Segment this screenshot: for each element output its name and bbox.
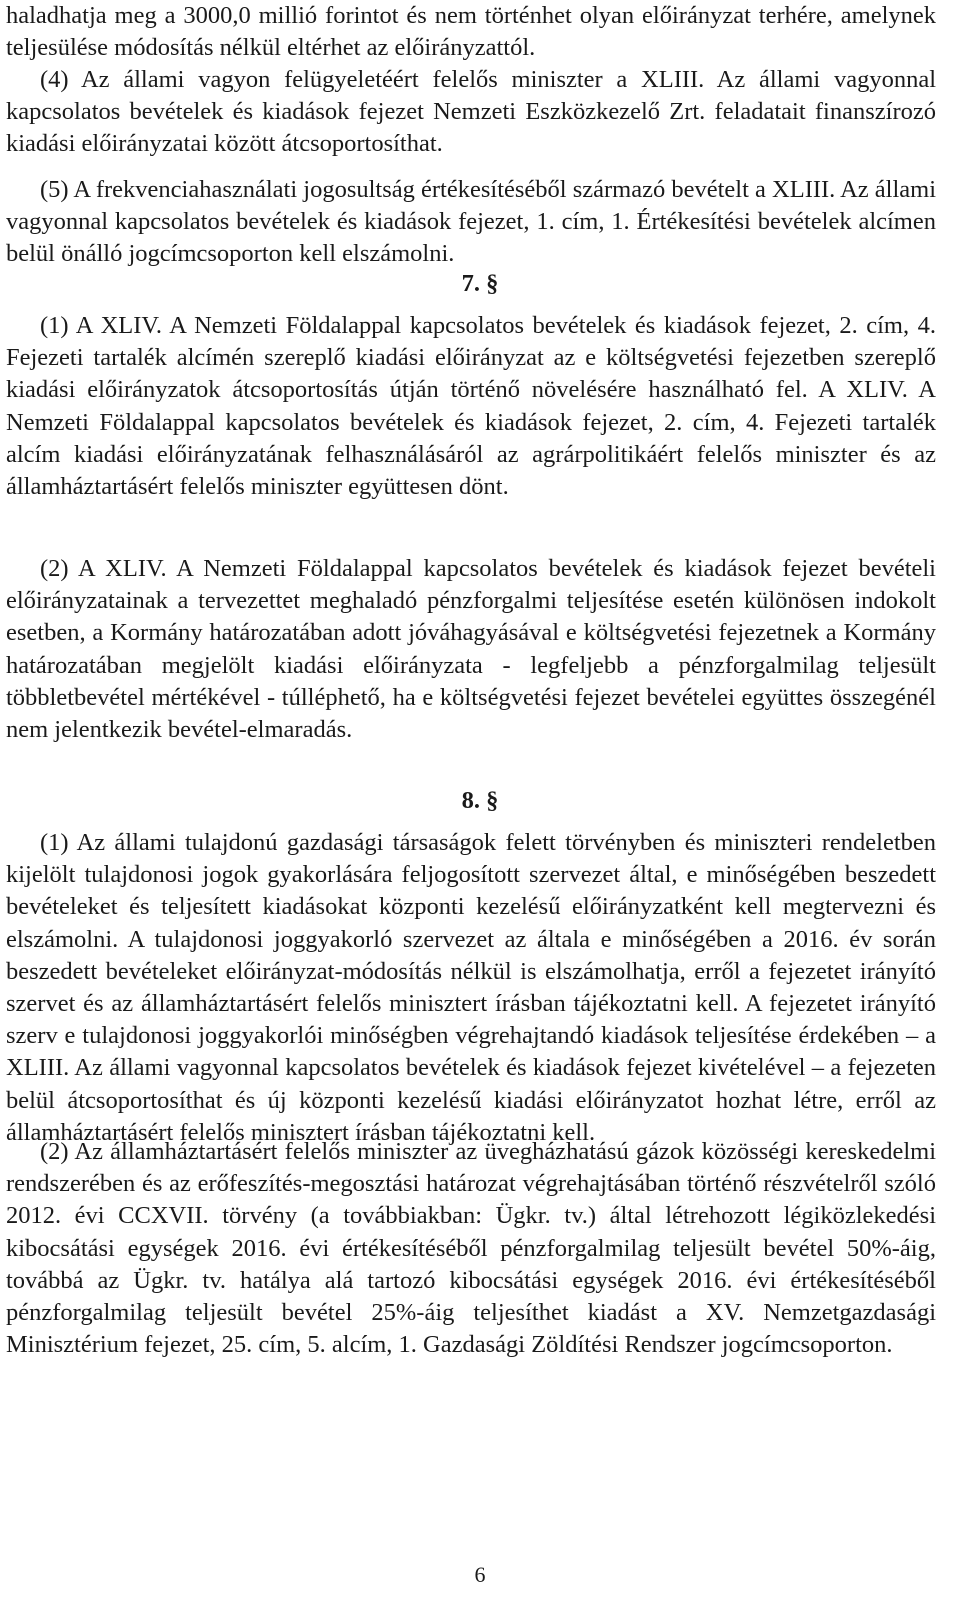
section-heading-8: 8. § <box>461 787 499 814</box>
paragraph-8-2: (2) Az államháztartásért felelős miniszter az üvegházhatású gázok közösségi kereskedelmi rendszerében és az erőfeszítés-megosztási határozat végrehajtásában történő részvételről szóló 2012. évi CCXVII. törvény (a továbbiakban: Ügkr. tv.) által létrehozott légiközlekedési kibocsátási egységek 2016. évi értékesítéséből pénzforgalmilag teljesült bevétel 50%-áig, továbbá az Ügkr. tv. hatálya alá tartozó kibocsátási egységek 2016. évi értékesítéséből pénzforgalmilag teljesült bevétel 25%-áig teljesíthet kiadást a XV. Nemzetgazdasági Minisztérium fejezet, 25. cím, 5. alcím, 1. Gazdasági Zöldítési Rendszer jogcímcsoporton. <box>6 1138 936 1359</box>
paragraph-6-5: (5) A frekvenciahasználati jogosultság értékesítéséből származó bevételt a XLIII. Az állami vagyonnal kapcsolatos bevételek és kiadások fejezet, 1. cím, 1. Értékesítési bevételek alcímen belül önálló jogcímcsoporton kell elszámolni. <box>6 176 936 268</box>
paragraph-6-4: (4) Az állami vagyon felügyeletéért felelős miniszter a XLIII. Az állami vagyonnal kapcsolatos bevételek és kiadások fejezet Nemzeti Eszközkezelő Zrt. feladatait finanszírozó kiadási előirányzatai között átcsoportosíthat. <box>6 66 936 158</box>
paragraph-8-1: (1) Az állami tulajdonú gazdasági társaságok felett törvényben és miniszteri rendeletben kijelölt tulajdonosi jogok gyakorlására feljogosított szervezet által, e minőségében beszedett bevételeket és teljesített kiadásokat központi kezelésű előirányzatként kell megtervezni és elszámolni. A tulajdonosi joggyakorló szervezet az általa e minőségében a 2016. év során beszedett bevételeket előirányzat-módosítás nélkül is elszámolhatja, erről a fejezetet irányító szervet és az államháztartásért felelős minisztert írásban tájékoztatni kell. A fejezetet irányító szerv e tulajdonosi joggyakorlói minőségben végrehajtandó kiadások teljesítése érdekében – a XLIII. Az állami vagyonnal kapcsolatos bevételek és kiadások fejezet kivételével – a fejezeten belül átcsoportosíthat és új központi kezelésű kiadási előirányzatot hozhat létre, erről az államháztartásért felelős minisztert írásban tájékoztatni kell. <box>6 829 936 1146</box>
section-heading-7: 7. § <box>461 270 499 297</box>
paragraph-7-2: (2) A XLIV. A Nemzeti Földalappal kapcsolatos bevételek és kiadások fejezet bevételi előirányzatainak a tervezettet meghaladó pénzforgalmi teljesítése esetén különösen indokolt esetben, a Kormány határozatában adott jóváhagyásával e költségvetési fejezetnek a Kormány határozatában megjelölt kiadási előirányzata - legfeljebb a pénzforgalmilag teljesült többletbevétel mértékével - túlléphető, ha e költségvetési fejezet bevételei együttes összegénél nem jelentkezik bevétel-elmaradás. <box>6 555 936 744</box>
paragraph-7-1: (1) A XLIV. A Nemzeti Földalappal kapcsolatos bevételek és kiadások fejezet, 2. cím, 4. Fejezeti tartalék alcímén szereplő kiadási előirányzat az e költségvetési fejezetben szereplő kiadási előirányzatok átcsoportosítás útján történő növelésére használható fel. A XLIV. A Nemzeti Földalappal kapcsolatos bevételek és kiadások fejezet, 2. cím, 4. Fejezeti tartalék alcím kiadási előirányzatának felhasználásáról az agrárpolitikáért felelős miniszter és az államháztartásért felelős miniszter együttesen dönt. <box>6 312 936 501</box>
page-number: 6 <box>474 1562 486 1587</box>
paragraph-continuation: haladhatja meg a 3000,0 millió forintot és nem történhet olyan előirányzat terhére, amelynek teljesülése módosítás nélkül eltérhet az előirányzattól. <box>6 2 936 62</box>
